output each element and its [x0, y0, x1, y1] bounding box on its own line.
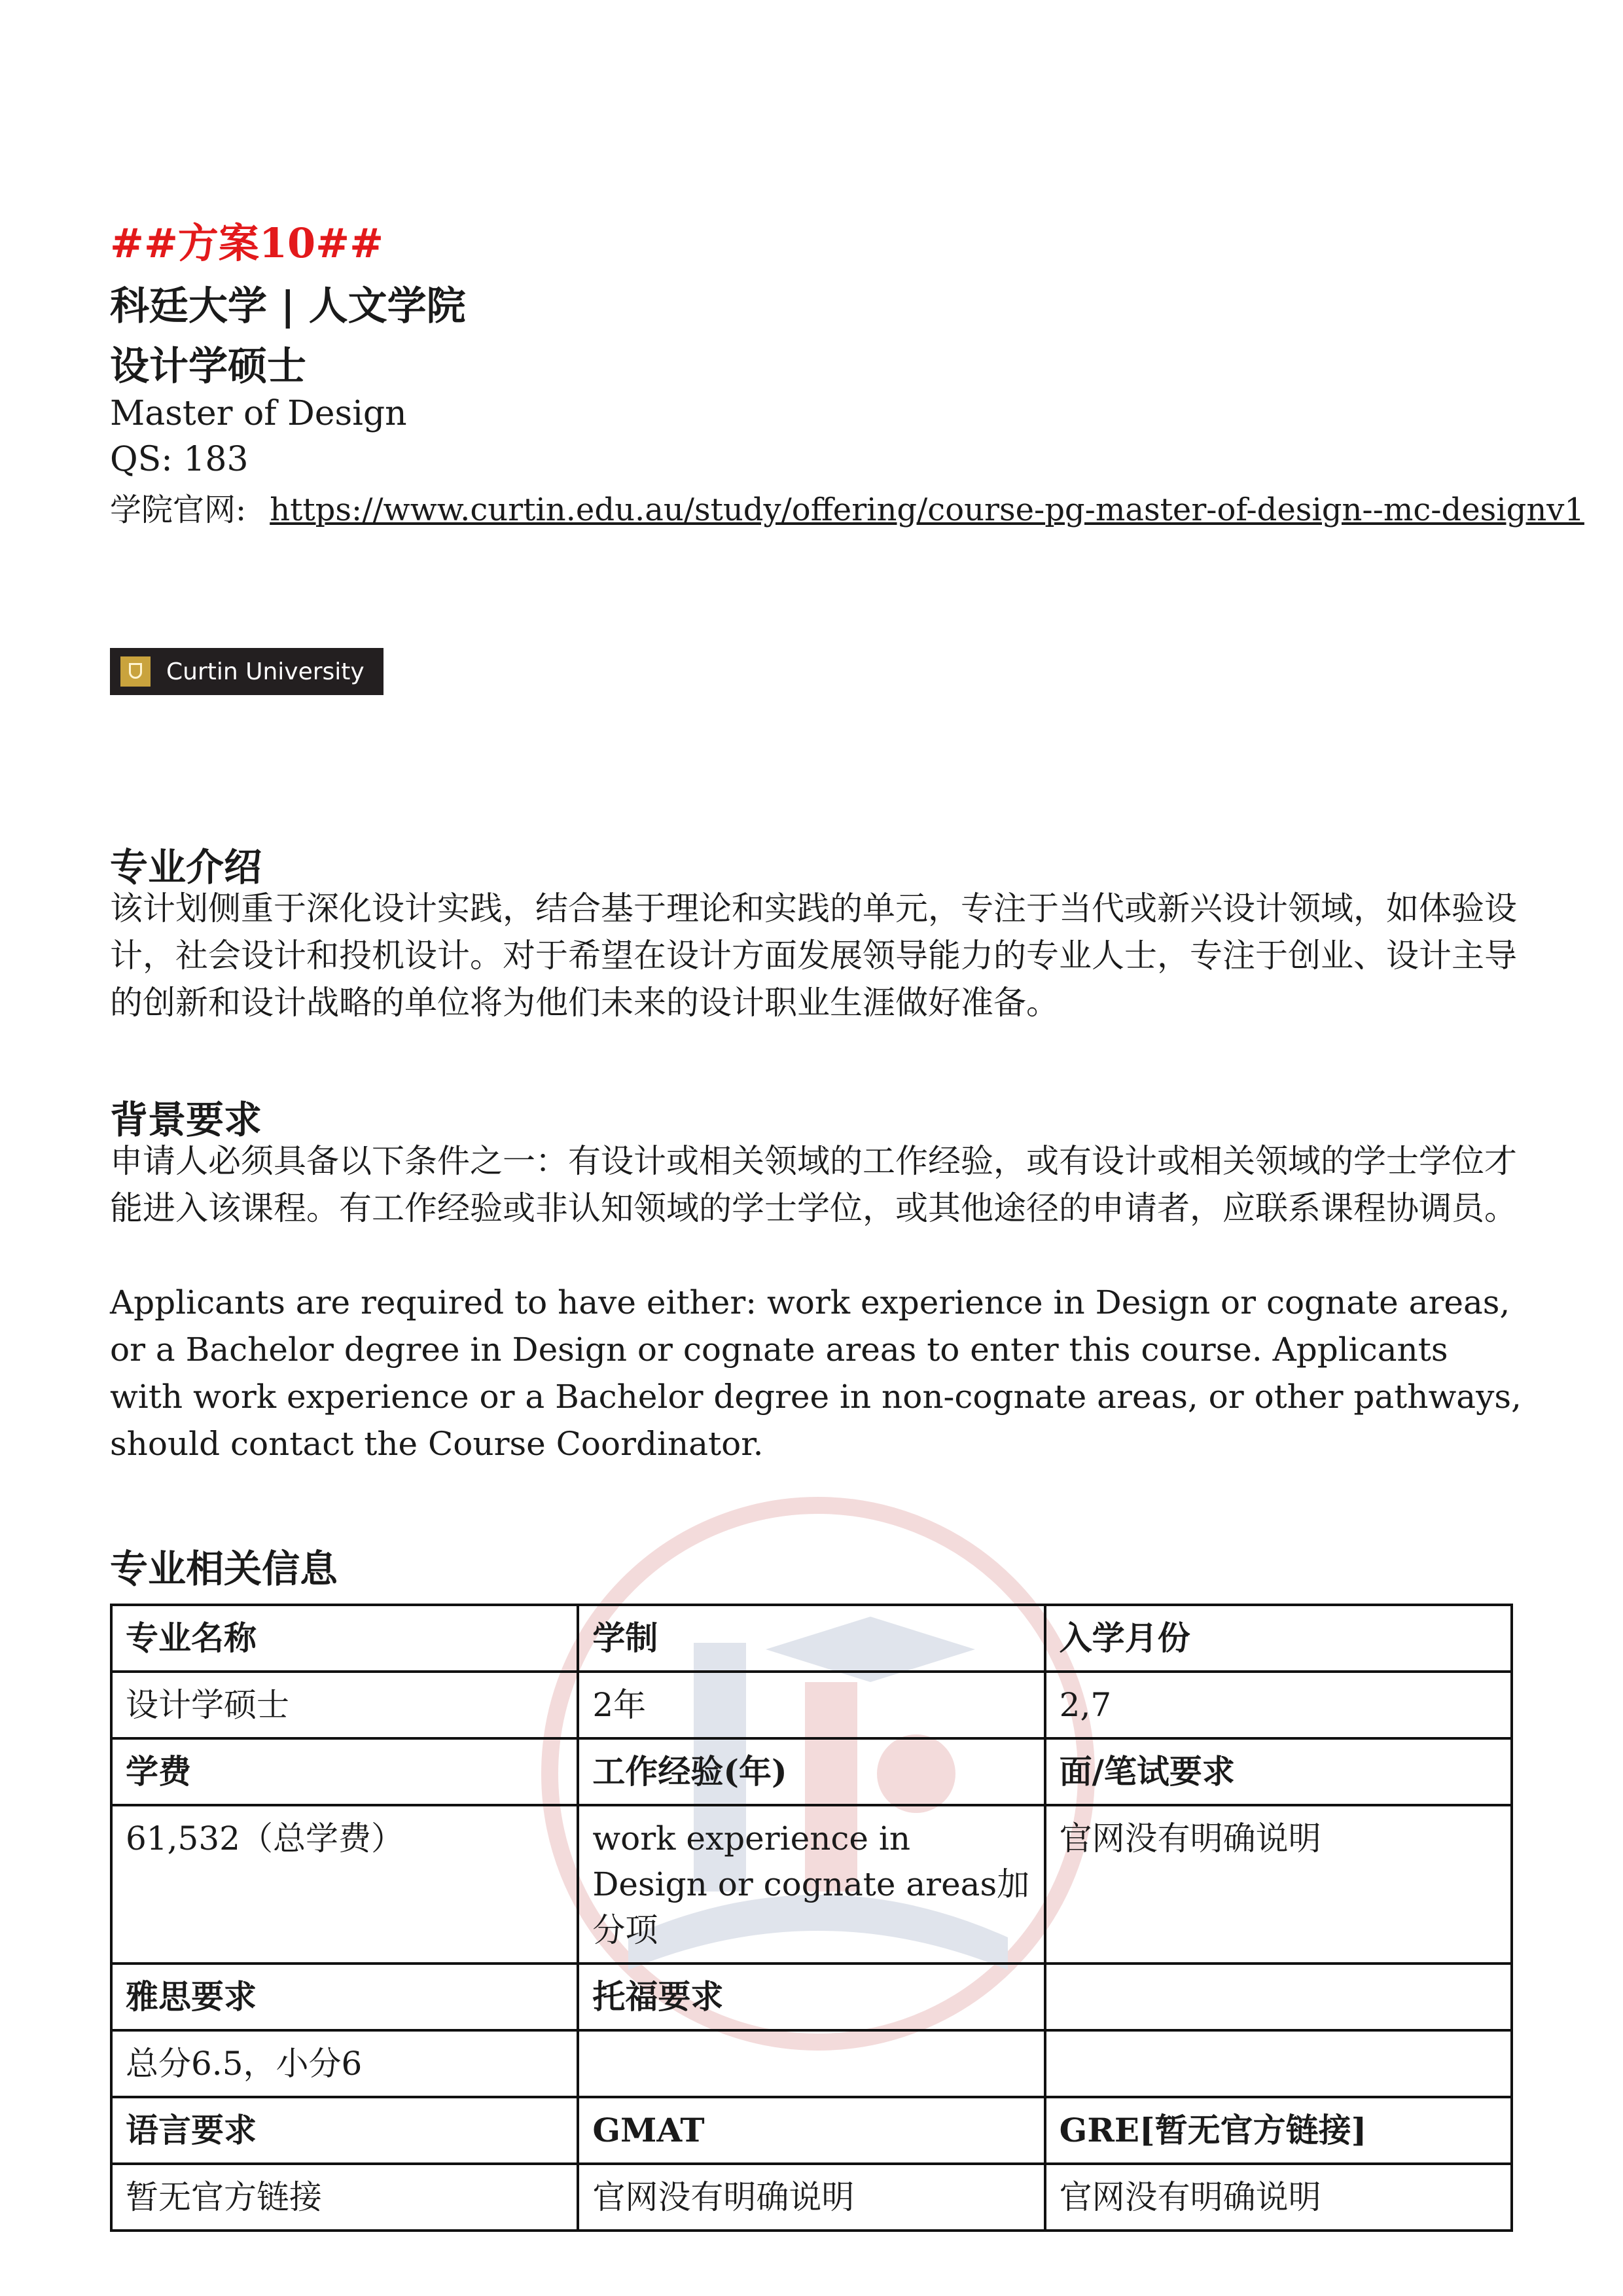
logo-text: Curtin University: [166, 658, 365, 685]
table-cell: [1045, 1964, 1512, 2030]
table-cell: 暂无官方链接: [111, 2164, 578, 2231]
website-link[interactable]: https://www.curtin.edu.au/study/offering/course-pg-master-of-design--mc-designv1: [270, 492, 1584, 528]
table-cell: [1045, 2030, 1512, 2097]
curtin-university-logo: [110, 648, 383, 695]
website-row: [110, 484, 1584, 529]
degree-title-en: Master of Design: [110, 394, 407, 433]
table-cell: 面/笔试要求: [1045, 1738, 1512, 1805]
table-cell: 雅思要求: [111, 1964, 578, 2030]
table-cell: 2,7: [1045, 1672, 1512, 1738]
website-label: 学院官网:: [110, 492, 247, 528]
university-faculty-title: 科廷大学 | 人文学院: [110, 283, 466, 329]
table-header-row: [111, 1605, 1512, 1672]
table-cell: [578, 2030, 1044, 2097]
table-row: [111, 2030, 1512, 2097]
table-header-row: [111, 1738, 1512, 1805]
table-cell: work experience in Design or cognate areas加分项: [578, 1805, 1044, 1964]
table-cell: 2年: [578, 1672, 1044, 1738]
table-row: [111, 2164, 1512, 2231]
table-cell: 设计学硕士: [111, 1672, 578, 1738]
intro-text: 该计划侧重于深化设计实践，结合基于理论和实践的单元，专注于当代或新兴设计领域，如体验设计，社会设计和投机设计。对于希望在设计方面发展领导能力的专业人士，专注于创业、设计主导的创新和设计战略的单位将为他们未来的设计职业生涯做好准备。: [110, 889, 1517, 1022]
qs-ranking: QS: 183: [110, 440, 249, 479]
table-cell: 工作经验(年): [578, 1738, 1044, 1805]
background-text-cn: 申请人必须具备以下条件之一：有设计或相关领域的工作经验，或有设计或相关领域的学士学位才能进入该课程。有工作经验或非认知领域的学士学位，或其他途径的申请者，应联系课程协调员。: [110, 1142, 1517, 1227]
table-cell: 学费: [111, 1738, 578, 1805]
table-cell: 学制: [578, 1605, 1044, 1672]
plan-tag: ##方案10##: [110, 219, 384, 267]
intro-title: 专业介绍: [110, 845, 262, 889]
table-cell: 入学月份: [1045, 1605, 1512, 1672]
table-row: [111, 1672, 1512, 1738]
background-title: 背景要求: [110, 1098, 262, 1142]
program-info-table: [110, 1604, 1513, 2232]
background-text-en: Applicants are required to have either: work experience in Design or cognate areas, or a Bachelor degree in Design or cognate areas to enter this course. Applicants with work experience or a Bachelor degree in non-cognate areas, or other pathways, should contact the Course Coordinator.: [110, 1283, 1522, 1463]
table-cell: GRE[暂无官方链接]: [1045, 2097, 1512, 2164]
table-header-row: [111, 1964, 1512, 2030]
table-cell: 托福要求: [578, 1964, 1044, 2030]
degree-title-cn: 设计学硕士: [110, 344, 306, 389]
table-row: [111, 1805, 1512, 1964]
table-cell: 官网没有明确说明: [1045, 2164, 1512, 2231]
curtin-shield-icon: [120, 656, 151, 687]
table-cell: 61,532（总学费）: [111, 1805, 578, 1964]
table-header-row: [111, 2097, 1512, 2164]
table-cell: 官网没有明确说明: [578, 2164, 1044, 2231]
info-title: 专业相关信息: [110, 1547, 338, 1591]
table-cell: GMAT: [578, 2097, 1044, 2164]
table-cell: 官网没有明确说明: [1045, 1805, 1512, 1964]
table-cell: 总分6.5，小分6: [111, 2030, 578, 2097]
table-cell: 语言要求: [111, 2097, 578, 2164]
table-cell: 专业名称: [111, 1605, 578, 1672]
